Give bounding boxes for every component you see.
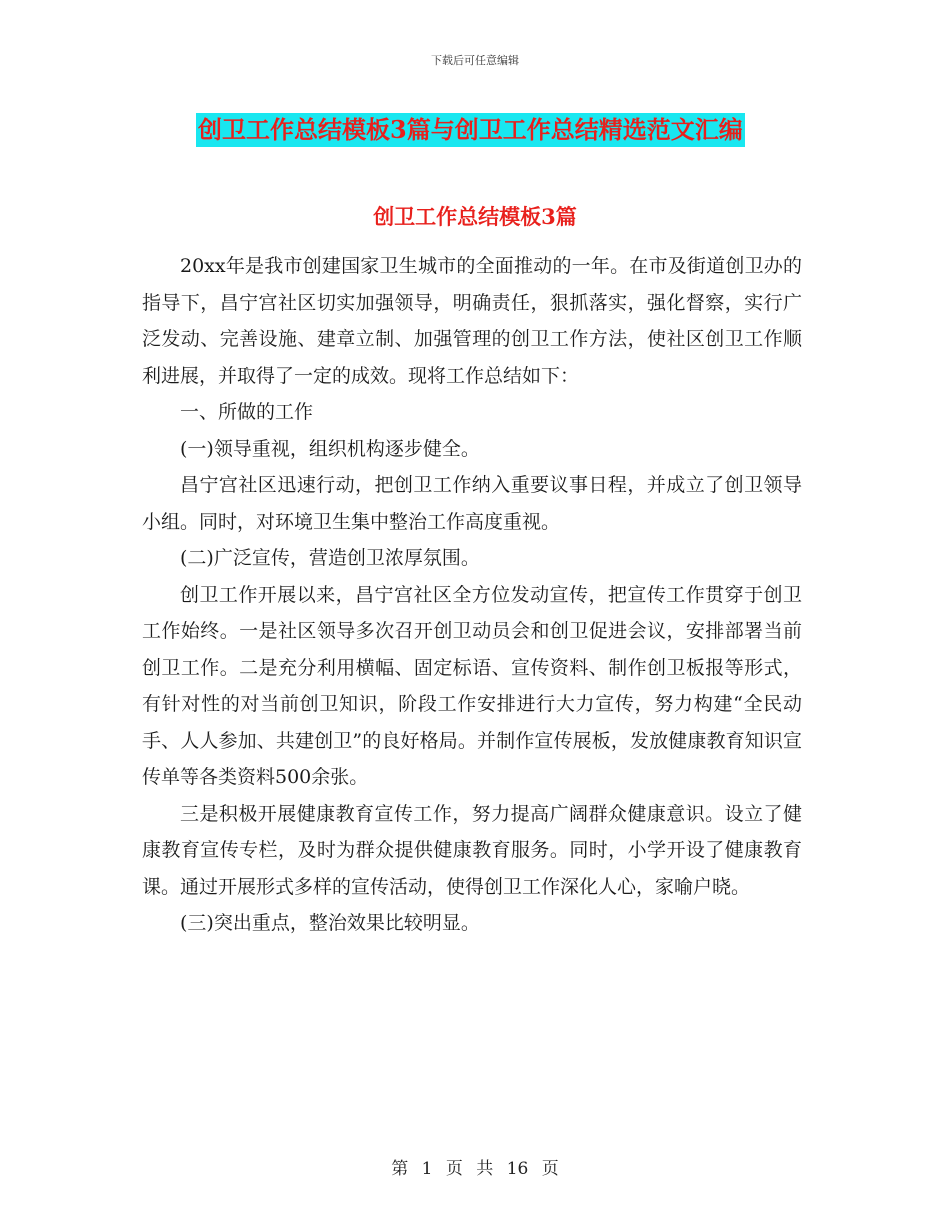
paragraph-publicity: 创卫工作开展以来，昌宁宫社区全方位发动宣传，把宣传工作贯穿于创卫工作始终。一是社区领导多次召开创卫动员会和创卫促进会议，安排部署当前创卫工作。二是充分利用横幅、固定标语、宣传资料、制作创卫板报等形式，有针对性的对当前创卫知识，阶段工作安排进行大力宣传，努力构建“全民动手、人人参加、共建创卫”的良好格局。并制作宣传展板，发放健康教育知识宣传单等各类资料500余张。	[142, 583, 802, 788]
subheading-leadership: (一)领导重视，组织机构逐步健全。	[180, 437, 480, 460]
paragraph-health-education: 三是积极开展健康教育宣传工作，努力提高广阔群众健康意识。设立了健康教育宣传专栏，及时为群众提供健康教育服务。同时，小学开设了健康教育课。通过开展形式多样的宣传活动，使得创卫工作深化人心，家喻户晓。	[142, 802, 802, 898]
header-note: 下载后可任意编辑	[431, 54, 519, 67]
subheading-publicity: (二)广泛宣传，营造创卫浓厚氛围。	[180, 547, 480, 569]
document-title: 创卫工作总结模板3篇与创卫工作总结精选范文汇编	[196, 113, 745, 147]
heading-work-done: 一、所做的工作	[180, 401, 314, 423]
paragraph-leadership: 昌宁宫社区迅速行动，把创卫工作纳入重要议事日程，并成立了创卫领导小组。同时，对环境卫生集中整治工作高度重视。	[142, 474, 802, 533]
page-footer: 第 1 页 共 16 页	[391, 1159, 559, 1179]
subheading-key-points: (三)突出重点，整治效果比较明显。	[180, 912, 480, 934]
document-body	[142, 248, 802, 942]
paragraph-intro: 20xx年是我市创建国家卫生城市的全面推动的一年。在市及街道创卫办的指导下，昌宁宫社区切实加强领导，明确责任，狠抓落实，强化督察，实行广泛发动、完善设施、建章立制、加强管理的创卫工作方法，使社区创卫工作顺利进展，并取得了一定的成效。现将工作总结如下：	[142, 255, 802, 387]
section-title: 创卫工作总结模板3篇	[373, 204, 577, 229]
